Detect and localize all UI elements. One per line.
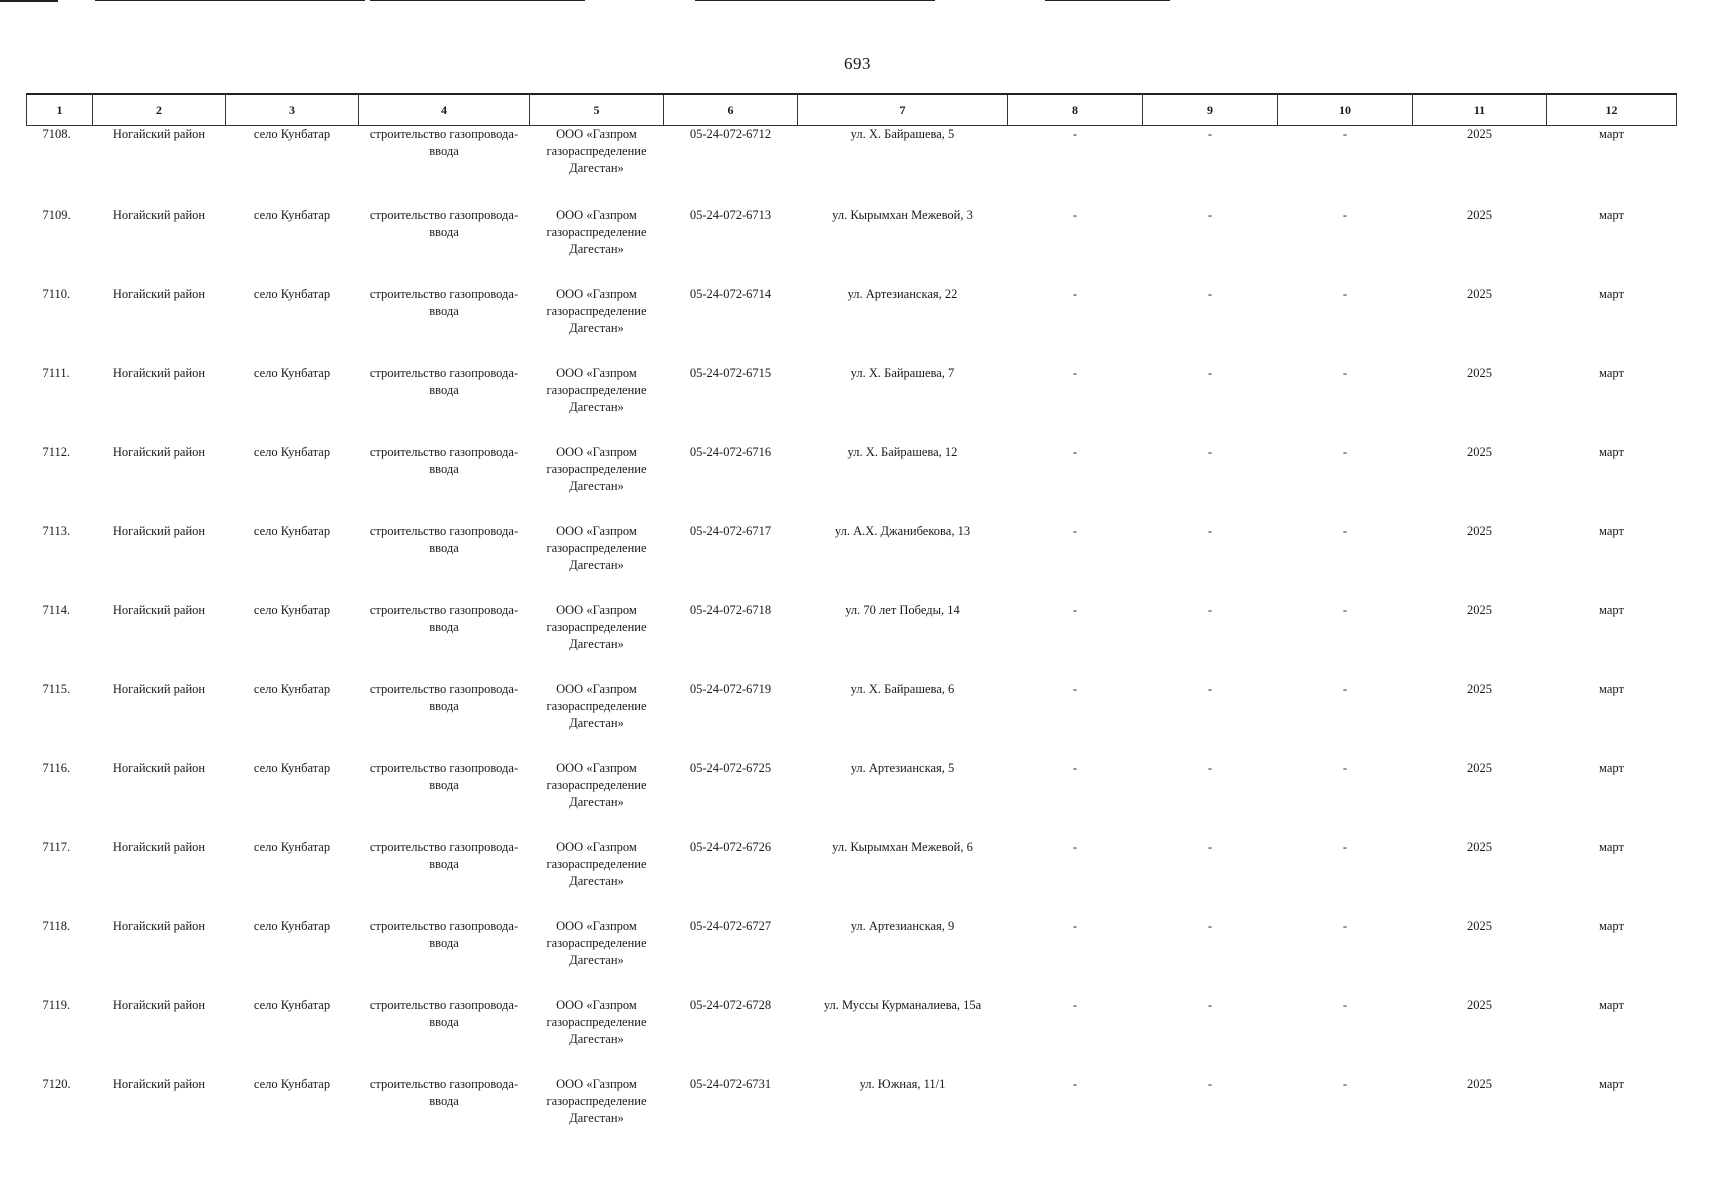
work-type-cell: строительство газопровода-ввода	[369, 127, 519, 158]
column-9-cell: -	[1207, 1077, 1213, 1091]
organization-cell: ООО «Газпром газораспределение Дагестан»	[546, 287, 647, 335]
column-header: 12	[1547, 94, 1677, 126]
column-9-cell: -	[1207, 208, 1213, 222]
row-number: 7113.	[42, 524, 71, 538]
table-row	[27, 521, 1677, 600]
column-header: 10	[1278, 94, 1413, 126]
month-cell: март	[1599, 840, 1624, 854]
table-row	[27, 363, 1677, 442]
row-number: 7114.	[42, 603, 71, 617]
table-row	[27, 126, 1677, 206]
district-cell: Ногайский район	[112, 287, 206, 301]
scan-artifact-line	[695, 0, 935, 1]
address-cell: ул. Х. Байрашева, 5	[850, 127, 955, 141]
address-cell: ул. Артезианская, 9	[850, 919, 955, 933]
scan-artifact-line	[95, 0, 365, 1]
district-cell: Ногайский район	[112, 524, 206, 538]
column-9-cell: -	[1207, 998, 1213, 1012]
district-cell: Ногайский район	[112, 127, 206, 141]
organization-cell: ООО «Газпром газораспределение Дагестан»	[546, 1077, 647, 1125]
month-cell: март	[1599, 682, 1624, 696]
district-cell: Ногайский район	[112, 208, 206, 222]
year-cell: 2025	[1467, 919, 1492, 933]
address-cell: ул. А.Х. Джанибекова, 13	[834, 524, 971, 538]
column-10-cell: -	[1342, 682, 1348, 696]
table-row	[27, 1074, 1677, 1153]
table-row	[27, 442, 1677, 521]
table-body	[27, 126, 1677, 1154]
column-10-cell: -	[1342, 761, 1348, 775]
cadastral-code-cell: 05-24-072-6719	[689, 682, 772, 696]
organization-cell: ООО «Газпром газораспределение Дагестан»	[546, 840, 647, 888]
settlement-cell: село Кунбатар	[253, 998, 331, 1012]
column-8-cell: -	[1072, 445, 1078, 459]
scan-artifact-line	[370, 0, 585, 1]
column-8-cell: -	[1072, 998, 1078, 1012]
column-8-cell: -	[1072, 524, 1078, 538]
cadastral-code-cell: 05-24-072-6728	[689, 998, 772, 1012]
district-cell: Ногайский район	[112, 998, 206, 1012]
organization-cell: ООО «Газпром газораспределение Дагестан»	[546, 603, 647, 651]
column-10-cell: -	[1342, 445, 1348, 459]
settlement-cell: село Кунбатар	[253, 1077, 331, 1091]
organization-cell: ООО «Газпром газораспределение Дагестан»	[546, 761, 647, 809]
column-9-cell: -	[1207, 366, 1213, 380]
organization-cell: ООО «Газпром газораспределение Дагестан»	[546, 998, 647, 1046]
work-type-cell: строительство газопровода-ввода	[369, 998, 519, 1029]
year-cell: 2025	[1467, 682, 1492, 696]
column-10-cell: -	[1342, 998, 1348, 1012]
page-number: 693	[844, 54, 871, 73]
column-header: 7	[798, 94, 1008, 126]
column-9-cell: -	[1207, 603, 1213, 617]
organization-cell: ООО «Газпром газораспределение Дагестан»	[546, 127, 647, 175]
settlement-cell: село Кунбатар	[253, 127, 331, 141]
column-8-cell: -	[1072, 127, 1078, 141]
settlement-cell: село Кунбатар	[253, 366, 331, 380]
address-cell: ул. Х. Байрашева, 7	[850, 366, 955, 380]
column-10-cell: -	[1342, 287, 1348, 301]
row-number: 7115.	[42, 682, 71, 696]
organization-cell: ООО «Газпром газораспределение Дагестан»	[546, 208, 647, 256]
month-cell: март	[1599, 603, 1624, 617]
column-9-cell: -	[1207, 919, 1213, 933]
column-9-cell: -	[1207, 127, 1213, 141]
table-row	[27, 758, 1677, 837]
cadastral-code-cell: 05-24-072-6716	[689, 445, 772, 459]
column-10-cell: -	[1342, 366, 1348, 380]
year-cell: 2025	[1467, 366, 1492, 380]
work-type-cell: строительство газопровода-ввода	[369, 366, 519, 397]
organization-cell: ООО «Газпром газораспределение Дагестан»	[546, 524, 647, 572]
work-type-cell: строительство газопровода-ввода	[369, 761, 519, 792]
settlement-cell: село Кунбатар	[253, 761, 331, 775]
row-number: 7111.	[42, 366, 70, 380]
column-header: 4	[359, 94, 530, 126]
column-9-cell: -	[1207, 445, 1213, 459]
year-cell: 2025	[1467, 208, 1492, 222]
settlement-cell: село Кунбатар	[253, 840, 331, 854]
column-8-cell: -	[1072, 603, 1078, 617]
month-cell: март	[1599, 366, 1624, 380]
address-cell: ул. Х. Байрашева, 12	[847, 445, 958, 459]
column-header: 2	[93, 94, 226, 126]
address-cell: ул. Х. Байрашева, 6	[850, 682, 955, 696]
district-cell: Ногайский район	[112, 1077, 206, 1091]
settlement-cell: село Кунбатар	[253, 287, 331, 301]
table-row	[27, 995, 1677, 1074]
address-cell: ул. Муссы Курманалиева, 15а	[823, 998, 982, 1012]
column-8-cell: -	[1072, 1077, 1078, 1091]
row-number: 7118.	[42, 919, 71, 933]
table-row	[27, 205, 1677, 284]
row-number: 7109.	[42, 208, 71, 222]
district-cell: Ногайский район	[112, 840, 206, 854]
settlement-cell: село Кунбатар	[253, 208, 331, 222]
district-cell: Ногайский район	[112, 682, 206, 696]
row-number: 7112.	[42, 445, 71, 459]
address-cell: ул. Южная, 11/1	[859, 1077, 946, 1091]
cadastral-code-cell: 05-24-072-6718	[689, 603, 772, 617]
address-cell: ул. Артезианская, 5	[850, 761, 955, 775]
column-header: 5	[530, 94, 664, 126]
work-type-cell: строительство газопровода-ввода	[369, 445, 519, 476]
column-10-cell: -	[1342, 1077, 1348, 1091]
column-9-cell: -	[1207, 287, 1213, 301]
year-cell: 2025	[1467, 524, 1492, 538]
organization-cell: ООО «Газпром газораспределение Дагестан»	[546, 366, 647, 414]
row-number: 7117.	[42, 840, 71, 854]
column-10-cell: -	[1342, 524, 1348, 538]
organization-cell: ООО «Газпром газораспределение Дагестан»	[546, 445, 647, 493]
row-number: 7116.	[42, 761, 71, 775]
table-row	[27, 916, 1677, 995]
table-row	[27, 679, 1677, 758]
column-9-cell: -	[1207, 761, 1213, 775]
cadastral-code-cell: 05-24-072-6727	[689, 919, 772, 933]
column-10-cell: -	[1342, 840, 1348, 854]
month-cell: март	[1599, 445, 1624, 459]
work-type-cell: строительство газопровода-ввода	[369, 287, 519, 318]
column-8-cell: -	[1072, 761, 1078, 775]
scan-artifact-line	[0, 0, 58, 2]
row-number: 7119.	[42, 998, 71, 1012]
column-8-cell: -	[1072, 919, 1078, 933]
year-cell: 2025	[1467, 445, 1492, 459]
row-number: 7108.	[42, 127, 71, 141]
column-8-cell: -	[1072, 366, 1078, 380]
column-header: 1	[27, 94, 93, 126]
month-cell: март	[1599, 287, 1624, 301]
column-8-cell: -	[1072, 840, 1078, 854]
address-cell: ул. Артезианская, 22	[847, 287, 958, 301]
address-cell: ул. 70 лет Победы, 14	[845, 603, 960, 617]
work-type-cell: строительство газопровода-ввода	[369, 603, 519, 634]
cadastral-code-cell: 05-24-072-6715	[689, 366, 772, 380]
column-header: 3	[226, 94, 359, 126]
cadastral-code-cell: 05-24-072-6713	[689, 208, 772, 222]
settlement-cell: село Кунбатар	[253, 682, 331, 696]
address-cell: ул. Кырымхан Межевой, 6	[832, 840, 973, 854]
year-cell: 2025	[1467, 840, 1492, 854]
organization-cell: ООО «Газпром газораспределение Дагестан»	[546, 919, 647, 967]
cadastral-code-cell: 05-24-072-6725	[689, 761, 772, 775]
year-cell: 2025	[1467, 603, 1492, 617]
column-header: 8	[1008, 94, 1143, 126]
district-cell: Ногайский район	[112, 603, 206, 617]
work-type-cell: строительство газопровода-ввода	[369, 840, 519, 871]
column-header: 9	[1143, 94, 1278, 126]
table-row	[27, 600, 1677, 679]
register-table	[26, 93, 1677, 1153]
cadastral-code-cell: 05-24-072-6717	[689, 524, 772, 538]
district-cell: Ногайский район	[112, 761, 206, 775]
settlement-cell: село Кунбатар	[253, 524, 331, 538]
column-header: 6	[664, 94, 798, 126]
column-8-cell: -	[1072, 682, 1078, 696]
address-cell: ул. Кырымхан Межевой, 3	[832, 208, 973, 222]
cadastral-code-cell: 05-24-072-6712	[689, 127, 772, 141]
organization-cell: ООО «Газпром газораспределение Дагестан»	[546, 682, 647, 730]
cadastral-code-cell: 05-24-072-6714	[689, 287, 772, 301]
work-type-cell: строительство газопровода-ввода	[369, 208, 519, 239]
column-number-row	[27, 94, 1677, 126]
month-cell: март	[1599, 919, 1624, 933]
work-type-cell: строительство газопровода-ввода	[369, 524, 519, 555]
year-cell: 2025	[1467, 761, 1492, 775]
month-cell: март	[1599, 127, 1624, 141]
column-8-cell: -	[1072, 208, 1078, 222]
settlement-cell: село Кунбатар	[253, 919, 331, 933]
year-cell: 2025	[1467, 127, 1492, 141]
work-type-cell: строительство газопровода-ввода	[369, 682, 519, 713]
month-cell: март	[1599, 208, 1624, 222]
column-9-cell: -	[1207, 524, 1213, 538]
table-row	[27, 284, 1677, 363]
month-cell: март	[1599, 1077, 1624, 1091]
work-type-cell: строительство газопровода-ввода	[369, 919, 519, 950]
settlement-cell: село Кунбатар	[253, 603, 331, 617]
district-cell: Ногайский район	[112, 366, 206, 380]
column-10-cell: -	[1342, 127, 1348, 141]
settlement-cell: село Кунбатар	[253, 445, 331, 459]
table-row	[27, 837, 1677, 916]
row-number: 7110.	[42, 287, 71, 301]
year-cell: 2025	[1467, 998, 1492, 1012]
column-9-cell: -	[1207, 840, 1213, 854]
district-cell: Ногайский район	[112, 445, 206, 459]
cadastral-code-cell: 05-24-072-6731	[689, 1077, 772, 1091]
month-cell: март	[1599, 524, 1624, 538]
column-10-cell: -	[1342, 919, 1348, 933]
column-9-cell: -	[1207, 682, 1213, 696]
district-cell: Ногайский район	[112, 919, 206, 933]
row-number: 7120.	[42, 1077, 71, 1091]
month-cell: март	[1599, 998, 1624, 1012]
work-type-cell: строительство газопровода-ввода	[369, 1077, 519, 1108]
column-10-cell: -	[1342, 603, 1348, 617]
cadastral-code-cell: 05-24-072-6726	[689, 840, 772, 854]
column-header: 11	[1413, 94, 1547, 126]
column-10-cell: -	[1342, 208, 1348, 222]
month-cell: март	[1599, 761, 1624, 775]
scan-artifact-line	[1045, 0, 1170, 1]
column-8-cell: -	[1072, 287, 1078, 301]
year-cell: 2025	[1467, 1077, 1492, 1091]
year-cell: 2025	[1467, 287, 1492, 301]
register-table-container	[26, 93, 1676, 1153]
